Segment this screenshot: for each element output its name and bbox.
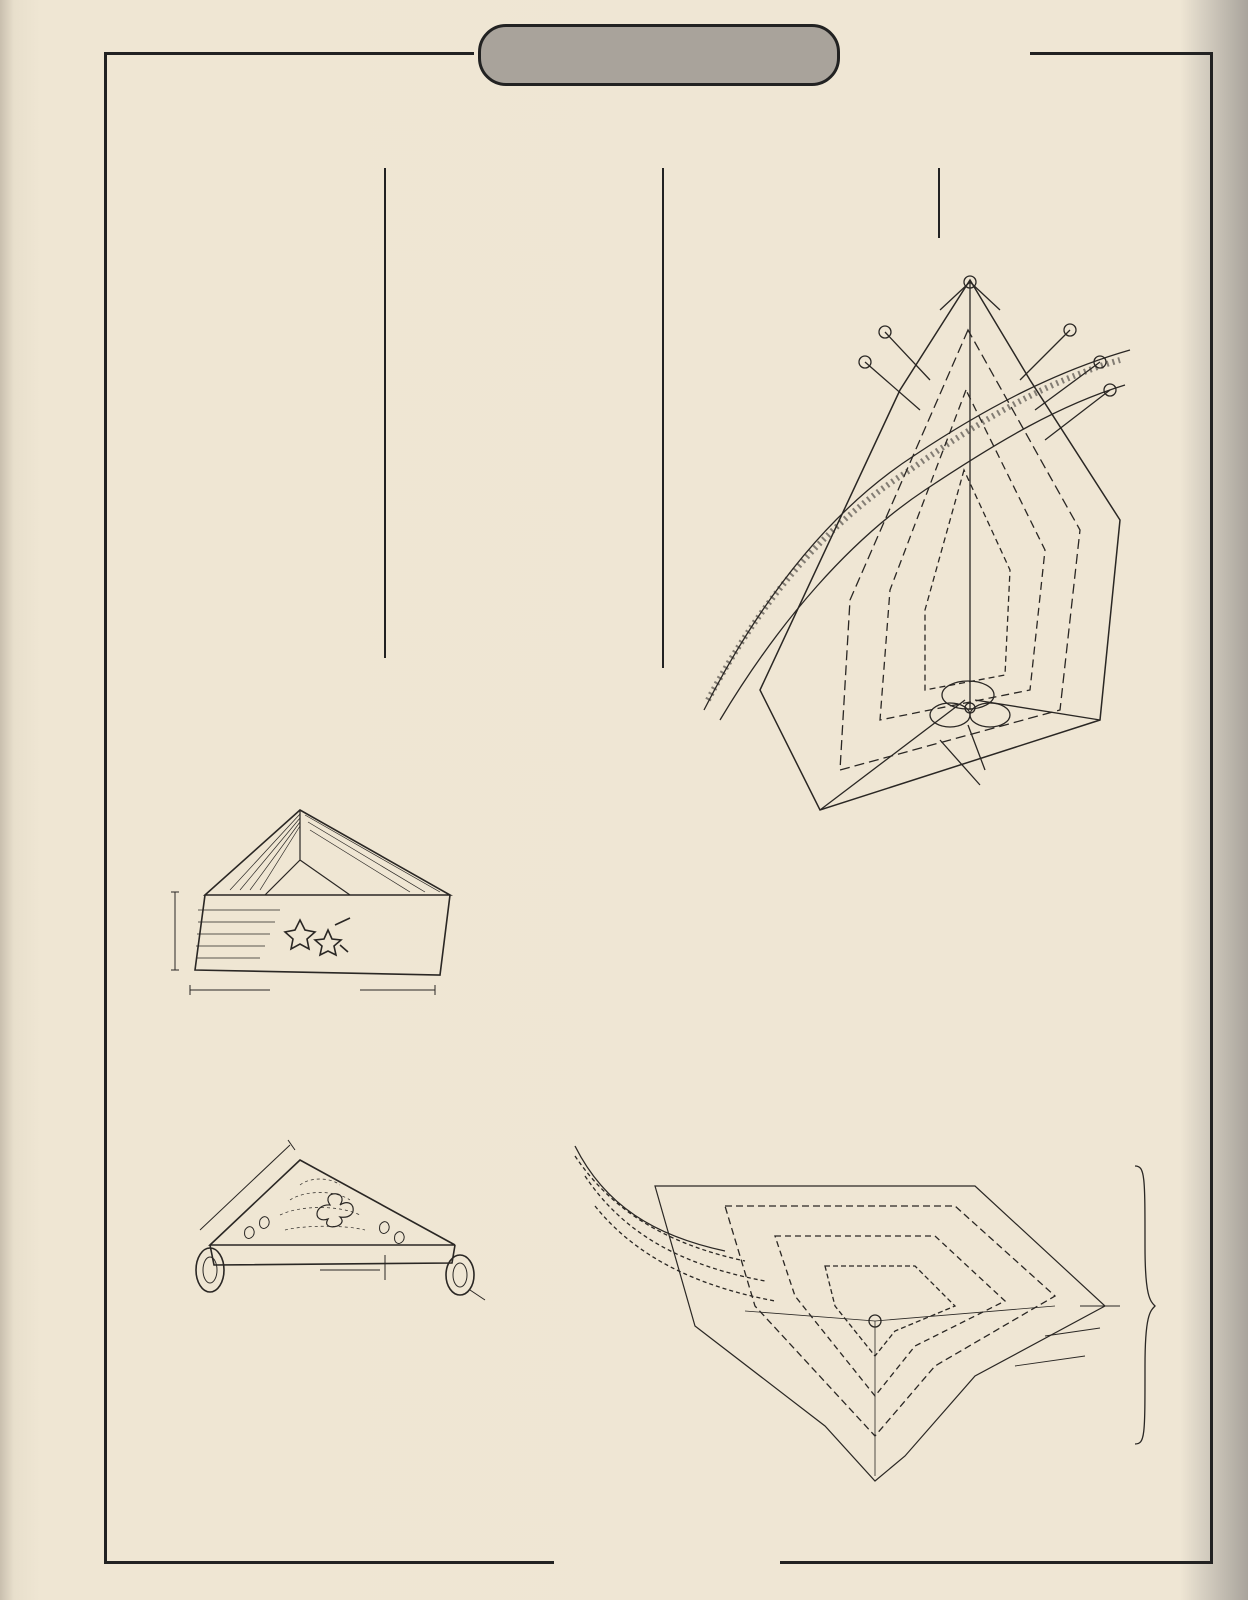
box-crochet-diagram — [575, 1096, 1095, 1516]
lid-sketch — [180, 1130, 500, 1310]
frame-left-rule — [104, 52, 107, 1564]
magazine-banner — [478, 24, 840, 86]
frame-right-rule — [1210, 52, 1213, 1564]
frame-top-rule-left — [104, 52, 474, 55]
lid-crochet-diagram — [700, 270, 1160, 830]
text-column-3 — [676, 170, 924, 176]
column-divider-2 — [662, 168, 664, 668]
frame-bottom-rule-left — [104, 1561, 554, 1564]
box-sketch — [170, 800, 460, 1020]
box-top-rows-symbols — [575, 1008, 1075, 1048]
column-divider-3 — [938, 168, 940, 238]
text-column-2 — [398, 170, 648, 176]
text-column-1 — [121, 332, 369, 338]
column-divider-1 — [384, 168, 386, 658]
frame-bottom-rule-right — [780, 1561, 1210, 1564]
text-column-4 — [952, 170, 1198, 176]
frame-top-rule-right — [1030, 52, 1210, 55]
